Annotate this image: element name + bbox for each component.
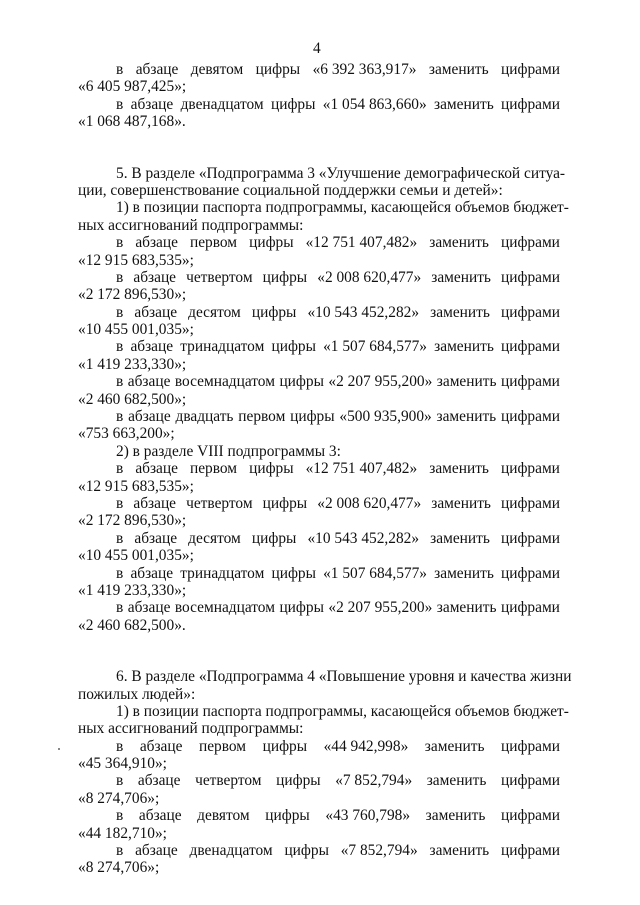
word: цифры [255, 61, 301, 78]
word: абзаце [130, 338, 174, 356]
word: цифры [284, 842, 329, 860]
paragraph-first-line: 2) в разделе VIII подпрограммы 3: [116, 442, 341, 460]
word: абзаце [127, 373, 171, 391]
word: «500 935,900» [339, 408, 432, 426]
word: «2 008 620,477» [317, 494, 422, 512]
word: первом [198, 737, 247, 755]
word: двадцать [175, 408, 234, 426]
paragraph-first-line: 6. В разделе «Подпрограмма 4 «Повышение уровня и качества жизни [116, 668, 572, 686]
word: заменить [424, 737, 485, 755]
continuation-line: «1 419 233,330»; [78, 581, 187, 599]
word: «44 942,998» [323, 737, 409, 755]
word: цифрами [500, 373, 560, 391]
word: десятом [188, 303, 241, 321]
continuation-line: «2 460 682,500»; [78, 390, 187, 408]
word: цифрами [501, 772, 560, 790]
word: тринадцатом [180, 564, 265, 582]
paragraph-gap [78, 131, 560, 165]
amendment-line [78, 61, 560, 78]
word: тринадцатом [180, 338, 265, 356]
word: «2 008 620,477» [317, 268, 422, 286]
word: заменить [436, 599, 497, 617]
word: в [116, 529, 124, 547]
word: первом [189, 234, 238, 252]
word: цифры [262, 737, 308, 755]
word: абзаце [134, 529, 178, 547]
word: «6 392 363,917» [312, 61, 417, 78]
word: абзаце [127, 599, 171, 617]
continuation-line: «10 455 001,035»; [78, 321, 194, 339]
amendment-line [78, 96, 560, 113]
word: первом [189, 460, 238, 478]
word: «1 507 684,577» [323, 564, 427, 582]
word: заменить [436, 373, 497, 391]
word: заменить [429, 460, 489, 478]
amendment-line [78, 408, 560, 425]
word: «2 207 955,200» [328, 373, 433, 391]
continuation-line: «8 274,706»; [78, 789, 160, 807]
word: цифры [270, 95, 316, 113]
word: «7 852,794» [335, 772, 413, 790]
word: девятом [190, 61, 244, 78]
word: «1 054 863,660» [322, 95, 427, 113]
word: в [116, 842, 124, 860]
word: в [116, 460, 124, 478]
word: «12 751 407,482» [305, 460, 418, 478]
word: в [116, 408, 124, 426]
word: в [116, 772, 124, 790]
word: абзаце [130, 564, 174, 582]
word: цифры [279, 373, 324, 391]
word: абзаце [139, 737, 183, 755]
paragraph-first-line: 5. В разделе «Подпрограмма 3 «Улучшение демографической ситуа- [116, 164, 566, 182]
word: в [116, 807, 124, 825]
amendment-line [78, 495, 560, 512]
amendment-line [78, 565, 560, 582]
word: заменить [426, 772, 487, 790]
word: цифрами [501, 61, 560, 78]
word: в [116, 268, 124, 286]
word: цифрами [501, 564, 560, 582]
word: абзаце [128, 408, 171, 426]
continuation-line: «1 419 233,330»; [78, 355, 187, 373]
word: абзаце [135, 234, 178, 252]
word: цифры [279, 599, 324, 617]
word: цифрами [501, 807, 560, 825]
continuation-line: «2 172 896,530»; [78, 286, 187, 304]
word: цифрами [500, 529, 560, 547]
word: цифры [249, 234, 294, 252]
continuation-line: пожилых людей»: [78, 685, 196, 703]
amendment-line [78, 530, 560, 547]
document-body [78, 61, 572, 877]
continuation-line: «1 068 487,168». [78, 113, 186, 131]
word: абзаце [135, 842, 178, 860]
continuation-line: ных ассигнований подпрограммы: [78, 216, 304, 234]
word: цифры [262, 268, 308, 286]
word: в [116, 303, 124, 321]
word: восемнадцатом [174, 599, 275, 617]
word: в [116, 373, 124, 391]
continuation-line: «2 172 896,530»; [78, 512, 187, 530]
word: цифры [271, 338, 316, 356]
continuation-line: ции, совершенствование социальной поддержки семьи и детей»: [78, 181, 503, 199]
word: цифрами [500, 460, 560, 478]
word: цифрами [501, 268, 560, 286]
word: четвертом [186, 268, 253, 286]
word: в [116, 61, 124, 78]
continuation-line: «6 405 987,425»; [78, 78, 187, 96]
word: цифры [251, 529, 297, 547]
word: абзаце [137, 772, 181, 790]
word: цифры [249, 460, 294, 478]
word: заменить [431, 268, 491, 286]
amendment-line [78, 234, 560, 251]
word: девятом [197, 807, 250, 825]
word: заменить [430, 529, 490, 547]
word: заменить [434, 564, 494, 582]
word: в [116, 234, 124, 252]
word: абзаце [133, 494, 177, 512]
paragraph-first-line: 1) в позиции паспорта подпрограммы, касающейся объемов бюджет- [116, 199, 569, 217]
word: «7 852,794» [340, 842, 418, 860]
word: «43 760,798» [325, 807, 411, 825]
word: цифрами [500, 408, 560, 426]
continuation-line: «12 915 683,535»; [78, 477, 194, 495]
word: цифры [262, 494, 308, 512]
word: цифрами [500, 234, 560, 252]
word: в [116, 599, 124, 617]
word: цифры [290, 408, 335, 426]
word: абзаце [135, 460, 178, 478]
continuation-line: «753 663,200»; [78, 425, 175, 443]
word: восемнадцатом [174, 373, 275, 391]
amendment-line [78, 772, 560, 789]
word: цифры [276, 772, 321, 790]
word: заменить [429, 234, 489, 252]
continuation-line: «2 460 682,500». [78, 616, 186, 634]
continuation-line: «45 364,910»; [78, 755, 167, 773]
word: цифрами [501, 494, 560, 512]
word: цифры [271, 564, 316, 582]
word: «2 207 955,200» [328, 599, 433, 617]
word: цифрами [501, 95, 560, 113]
word: «1 507 684,577» [323, 338, 427, 356]
word: четвертом [195, 772, 262, 790]
continuation-line: «12 915 683,535»; [78, 251, 194, 269]
word: цифрами [500, 303, 560, 321]
word: четвертом [186, 494, 253, 512]
word: абзаце [134, 303, 178, 321]
word: «10 543 452,282» [307, 303, 420, 321]
word: заменить [425, 807, 486, 825]
word: заменить [434, 338, 494, 356]
scan-speck [58, 748, 60, 750]
word: «10 543 452,282» [307, 529, 420, 547]
word: заменить [430, 303, 490, 321]
amendment-line [78, 842, 560, 859]
word: цифрами [501, 737, 560, 755]
word: цифрами [500, 599, 560, 617]
word: двенадцатом [180, 95, 264, 113]
word: заменить [431, 494, 491, 512]
word: в [116, 338, 124, 356]
word: заменить [428, 61, 489, 78]
word: абзаце [138, 807, 182, 825]
word: заменить [429, 842, 490, 860]
continuation-line: «10 455 001,035»; [78, 547, 194, 565]
paragraph-gap [78, 634, 560, 668]
amendment-line [78, 269, 560, 286]
amendment-line [78, 599, 560, 616]
word: цифрами [501, 338, 560, 356]
continuation-line: «44 182,710»; [78, 824, 167, 842]
word: цифры [265, 807, 310, 825]
word: абзаце [130, 95, 174, 113]
word: в [116, 494, 124, 512]
continuation-line: «8 274,706»; [78, 859, 160, 877]
word: цифры [251, 303, 297, 321]
word: в [116, 95, 124, 113]
amendment-line [78, 807, 560, 824]
paragraph-first-line: 1) в позиции паспорта подпрограммы, касающейся объемов бюджет- [116, 702, 569, 720]
word: «12 751 407,482» [305, 234, 418, 252]
word: заменить [436, 408, 497, 426]
word: заменить [434, 95, 494, 113]
page-number: 4 [313, 40, 321, 57]
word: первом [238, 408, 286, 426]
word: в [116, 564, 124, 582]
continuation-line: ных ассигнований подпрограммы: [78, 720, 304, 738]
word: цифрами [501, 842, 560, 860]
word: абзаце [135, 61, 179, 78]
word: в [116, 737, 124, 755]
amendment-line [78, 738, 560, 755]
word: двенадцатом [189, 842, 273, 860]
word: десятом [188, 529, 241, 547]
amendment-line [78, 373, 560, 390]
amendment-line [78, 338, 560, 355]
amendment-line [78, 304, 560, 321]
word: абзаце [133, 268, 177, 286]
amendment-line [78, 460, 560, 477]
